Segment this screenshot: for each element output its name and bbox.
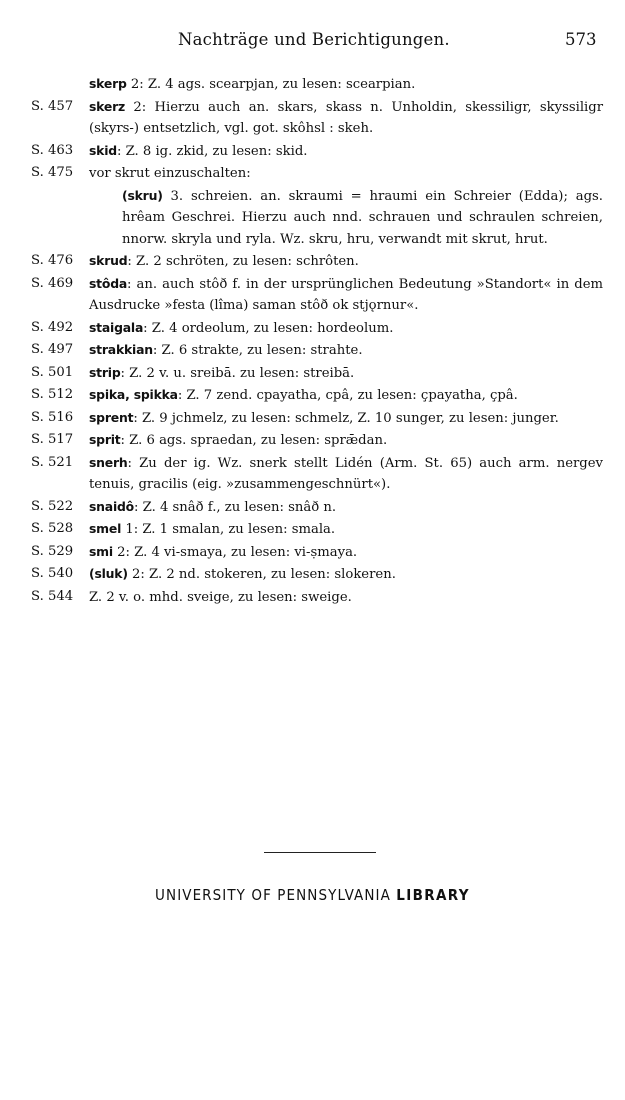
entry-text: : Z. 6 strakte, zu lesen: strahte. <box>152 343 363 358</box>
entry-page-ref: S. 463 <box>31 142 74 158</box>
closing-rule <box>264 852 376 853</box>
entry-headword: smi <box>89 543 113 559</box>
entry-text: Z. 2 v. o. mhd. sveige, zu lesen: sweige. <box>89 589 352 605</box>
entry-body <box>89 586 603 609</box>
entry-headword: strip <box>89 364 121 380</box>
entry-text: 2: Z. 2 nd. stokeren, zu lesen: slokeren. <box>127 567 396 582</box>
entry-text: : Zu der ig. Wz. snerk stellt Lidén (Arm. St. 65) auch arm. nergev tenuis, gracilis (eig. »zusammengeschnürt«). <box>89 455 603 492</box>
stamp-university: UNIVERSITY OF PENNSYLVANIA <box>155 886 391 904</box>
stamp-library: LIBRARY <box>396 886 470 904</box>
entry-text: : Z. 8 ig. zkid, zu lesen: skid. <box>116 143 308 159</box>
entry-headword: (sluk) <box>89 566 128 581</box>
entry <box>0 185 625 251</box>
entry-page-ref: S. 516 <box>31 409 74 425</box>
entry-page-ref: S. 521 <box>31 454 74 470</box>
entry-text: 2: Hierzu auch an. skars, skass n. Unholdin, skessiligr, skyssiligr (skyrs-) entsetzlich, vgl. got. skôhsl : skeh. <box>89 99 603 136</box>
library-stamp <box>31 886 594 904</box>
entry-text: 1: Z. 1 smalan, zu lesen: smala. <box>121 522 336 537</box>
entry <box>0 452 625 496</box>
entry-headword: skrud <box>89 253 128 268</box>
entry-headword: snerh <box>89 454 128 470</box>
entry-body <box>89 339 603 362</box>
entry-page-ref: S. 528 <box>31 521 74 536</box>
entry-page-ref: S. 475 <box>31 165 74 180</box>
entry-text: vor skrut einzuschalten: <box>89 166 251 181</box>
entry-text: : Z. 4 snâð f., zu lesen: snâð n. <box>134 499 337 515</box>
entry-body <box>89 541 603 564</box>
entry <box>0 140 625 163</box>
entry <box>0 273 625 317</box>
entry <box>0 96 625 140</box>
entry-body <box>89 429 603 452</box>
entry-page-ref: S. 544 <box>31 588 74 604</box>
entry-body <box>89 73 603 96</box>
entry-text: : Z. 7 zend. cpayatha, cpâ, zu lesen: çpayatha, çpâ. <box>177 388 518 403</box>
entry-text: : an. auch stôð f. in der ursprünglichen Bedeutung »Standort« in dem Ausdrucke »festa (lîma) saman stôð ok stjǫrnur«. <box>89 276 603 313</box>
entry-headword: (skru) <box>122 187 163 203</box>
entry-body <box>89 496 603 519</box>
entry-text: : Z. 6 ags. spraedan, zu lesen: sprǣdan. <box>120 433 388 448</box>
entry <box>0 339 625 362</box>
entry-headword: strakkian <box>89 342 153 357</box>
entry <box>0 496 625 519</box>
entry <box>0 362 625 385</box>
entry-page-ref: S. 529 <box>31 543 74 559</box>
entry <box>0 429 625 452</box>
entry-body <box>89 140 603 163</box>
entry-body <box>89 96 603 140</box>
corrections-list <box>0 73 625 608</box>
entry-text: : Z. 2 v. u. sreibā. zu lesen: streibā. <box>120 365 355 381</box>
entry <box>0 407 625 430</box>
entry-body <box>89 452 603 496</box>
page-header <box>0 30 625 54</box>
entry-page-ref: S. 457 <box>31 98 74 114</box>
entry-headword: sprent <box>89 409 134 425</box>
entry-body <box>89 563 603 586</box>
entry-page-ref: S. 540 <box>31 566 74 581</box>
entry <box>0 563 625 586</box>
entry <box>0 384 625 407</box>
entry-page-ref: S. 517 <box>31 432 74 447</box>
entry-headword: snaidô <box>89 498 134 514</box>
entry <box>0 250 625 273</box>
entry <box>0 162 625 185</box>
entry-text: 2: Z. 4 vi-smaya, zu lesen: vi-ṣmaya. <box>112 544 358 560</box>
entry-page-ref: S. 497 <box>31 342 74 357</box>
entry-headword: skid <box>89 142 117 158</box>
entry-text: : Z. 2 schröten, zu lesen: schrôten. <box>127 254 359 269</box>
running-title: Nachträge und Berichtigungen. <box>178 30 450 49</box>
entry-headword: sprit <box>89 432 121 447</box>
entry-headword: stôda <box>89 275 128 291</box>
entry-page-ref: S. 512 <box>31 387 74 402</box>
entry-body <box>89 407 603 430</box>
entry-text: 3. schreien. an. skraumi = hraumi ein Schreier (Edda); ags. hrêam Geschrei. Hierzu auch nnd. schrauen und schraulen schreien, nnorw. skryla und ryla. Wz. skru, hru, verwandt mit skrut, hrut. <box>122 188 603 247</box>
entry-headword: staigala <box>89 319 144 335</box>
entry <box>0 317 625 340</box>
entry-page-ref: S. 492 <box>31 319 74 335</box>
entry-body <box>89 162 603 185</box>
entry-body <box>89 518 603 541</box>
entry-text: : Z. 9 jchmelz, zu lesen: schmelz, Z. 10 sunger, zu lesen: junger. <box>133 410 559 426</box>
entry-text: : Z. 4 ordeolum, zu lesen: hordeolum. <box>143 320 394 336</box>
entry-body <box>89 250 603 273</box>
entry-text: 2: Z. 4 ags. scearpjan, zu lesen: scearpian. <box>126 77 416 92</box>
entry-page-ref: S. 522 <box>31 498 74 514</box>
page-number: 573 <box>565 30 597 49</box>
entry-body <box>89 362 603 385</box>
entry-page-ref: S. 476 <box>31 253 74 268</box>
entry-headword: skerz <box>89 98 126 114</box>
entry-body <box>89 317 603 340</box>
entry <box>0 518 625 541</box>
entry-page-ref: S. 501 <box>31 364 74 380</box>
entry-headword: smel <box>89 521 122 536</box>
entry <box>0 586 625 609</box>
entry-headword: spika, spikka <box>89 387 178 402</box>
entry-headword: skerp <box>89 76 127 91</box>
entry <box>0 73 625 96</box>
entry-body <box>89 384 603 407</box>
entry-body <box>122 185 603 251</box>
entry-body <box>89 273 603 317</box>
entry-page-ref: S. 469 <box>31 275 74 291</box>
entry <box>0 541 625 564</box>
